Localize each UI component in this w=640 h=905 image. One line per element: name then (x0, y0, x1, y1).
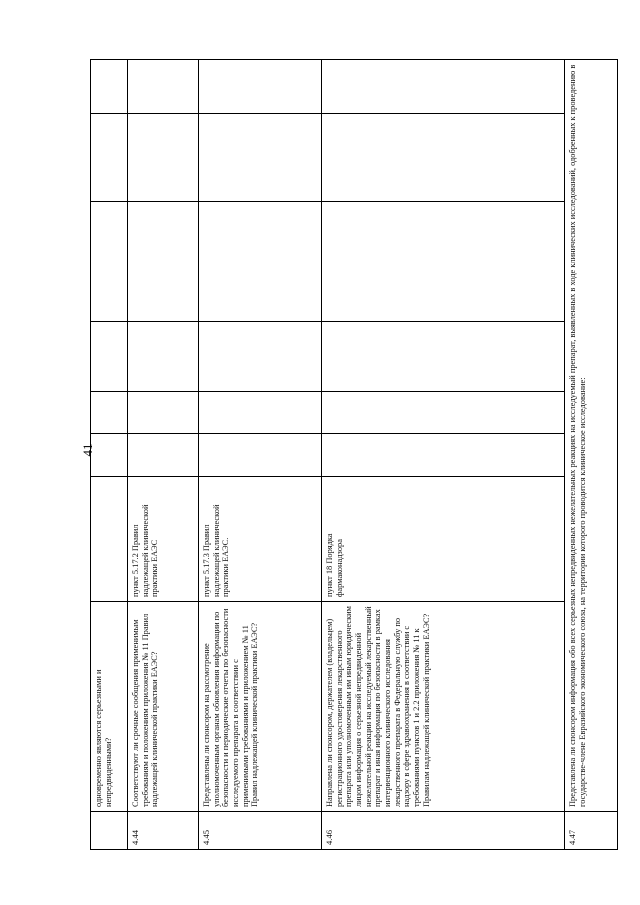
empty-cell (128, 60, 199, 114)
empty-cell (322, 60, 565, 114)
empty-cell (128, 434, 199, 477)
checklist-table (90, 59, 618, 850)
empty-cell (91, 202, 128, 322)
empty-cell (91, 60, 128, 114)
empty-cell (322, 322, 565, 392)
empty-cell (128, 202, 199, 322)
table-row (565, 60, 618, 850)
question-cell: одновременно являются серьезными и непредвиденными? (91, 602, 128, 812)
question-cell: Представлены ли спонсором на рассмотрение уполномоченным органам обновления информации по безопасности и периодические отчеты по безопасности исследуемого препарата в соответствии с применимыми требованиями и приложением № 11 Правил надлежащей клинической практики ЕАЭС? (199, 602, 322, 812)
reference-cell: пункт 5.17.2 Правил надлежащей клинической практики ЕАЭС (128, 477, 199, 602)
question-cell: Соответствуют ли срочные сообщения применимым требованиям и положениям приложения № 11 Правил надлежащей клинической практики ЕАЭС? (128, 602, 199, 812)
row-number: 4.44 (128, 812, 199, 850)
page-number: 41 (80, 443, 95, 457)
table-row (128, 60, 199, 850)
table-row (199, 60, 322, 850)
empty-cell (199, 202, 322, 322)
question-cell: Направлена ли спонсором, держателем (владельцем) регистрационного удостоверения лекарственного препарата или уполномоченным им иным юридическим лицом информация о серьезной непредвиденной нежелательной реакции на исследуемый лекарственный препарат и иная информация по безопасности в рамках интервенционного клинического исследования лекарственного препарата в Федеральную службу по надзору в сфере здравоохранения в соответствии с требованиями пунктов 1 и 2.2 приложения № 11 к Правилам надлежащей клинической практики ЕАЭС? (322, 602, 565, 812)
empty-cell (199, 114, 322, 202)
empty-cell (322, 434, 565, 477)
table-row (91, 60, 128, 850)
reference-cell: пункт 18 Порядка фармаконадзора (322, 477, 565, 602)
empty-cell (322, 202, 565, 322)
empty-cell (128, 114, 199, 202)
empty-cell (91, 114, 128, 202)
table-row (322, 60, 565, 850)
empty-cell (199, 434, 322, 477)
empty-cell (322, 392, 565, 434)
row-number: 4.45 (199, 812, 322, 850)
empty-cell (199, 392, 322, 434)
empty-cell (128, 392, 199, 434)
reference-cell (91, 477, 128, 602)
empty-cell (91, 434, 128, 477)
row-number (91, 812, 128, 850)
empty-cell (128, 322, 199, 392)
reference-cell: пункт 5.17.3 Правил надлежащей клинической практики ЕАЭС. (199, 477, 322, 602)
empty-cell (91, 322, 128, 392)
row-number: 4.46 (322, 812, 565, 850)
row-number: 4.47 (565, 812, 618, 850)
empty-cell (91, 392, 128, 434)
merged-question-cell: Представлена ли спонсором информация обо всех серьезных непредвиденных нежелательных реакциях на исследуемый препарат, выявленных в ходе клинических исследований, одобренных к проведению в государстве-члене Евразийского экономического союза, на территории которого проводится клиническое исследование: (565, 60, 618, 812)
empty-cell (199, 322, 322, 392)
empty-cell (322, 114, 565, 202)
empty-cell (199, 60, 322, 114)
